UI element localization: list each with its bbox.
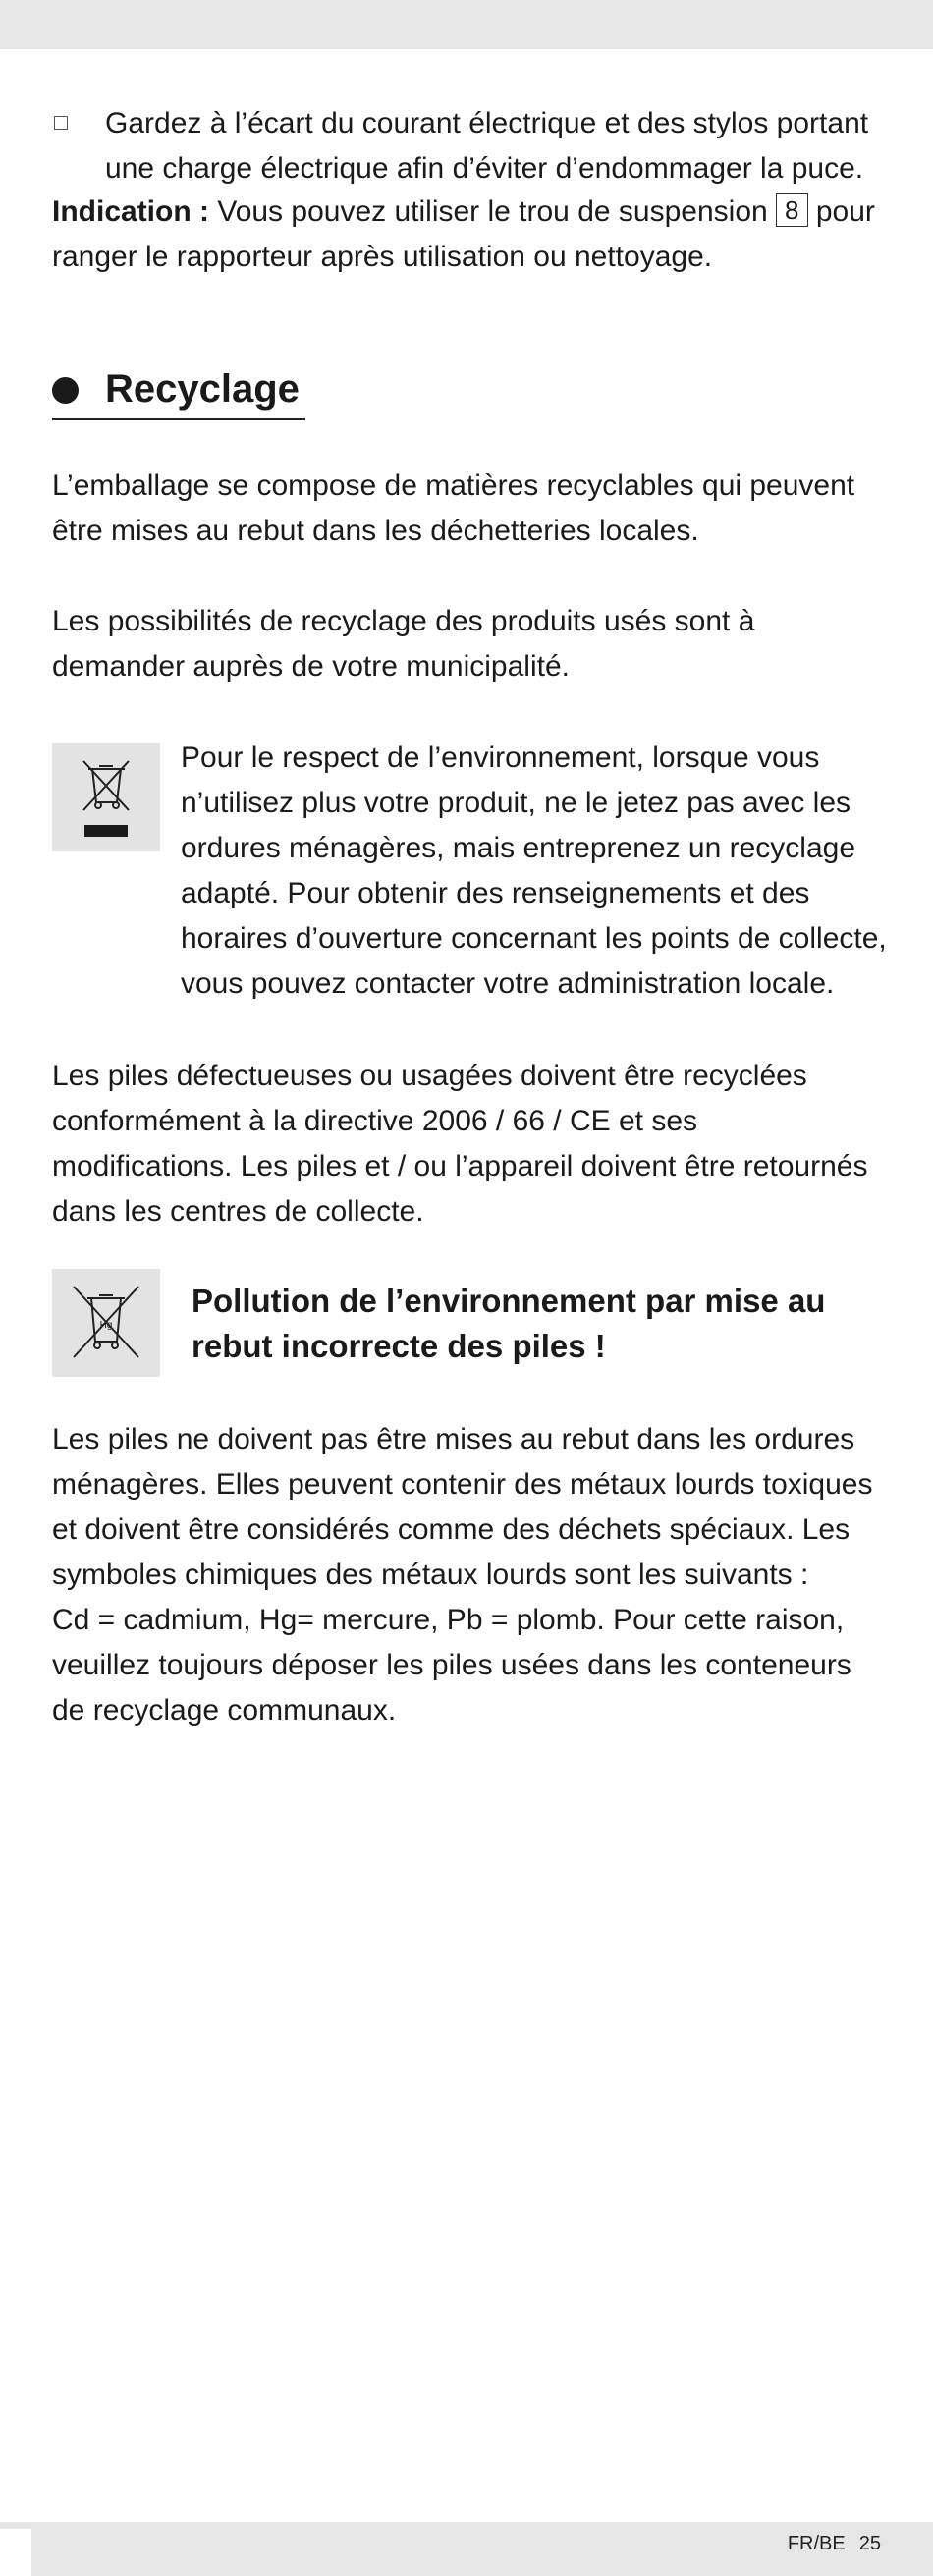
section-title: Recyclage [105,367,300,411]
bottom-corner-block [0,2529,31,2576]
footer-locale: FR/BE [787,2533,846,2554]
paragraph-chemical-symbols: Cd = cadmium, Hg= mercure, Pb = plomb. Pour cette raison, veuillez toujours déposer les piles usées dans les conteneurs de recyclage communaux. [52,1604,851,1726]
filled-circle-bullet-icon [52,377,79,404]
crossed-out-battery-bin-icon [52,1269,160,1377]
checkbox-square-icon [54,116,68,130]
paragraph-heavy-metals: Les piles ne doivent pas être mises au rebut dans les ordures ménagères. Elles peuvent contenir des métaux lourds toxiques et doivent être considérés comme des déchets spéciaux. Les symboles chimiques des métaux lourds sont les suivants : [52,1423,873,1591]
crossed-out-wheelie-bin-icon [52,743,160,851]
svg-text:Hg: Hg [99,1320,113,1331]
paragraph-batteries-directive: Les piles défectueuses ou usagées doivent être recyclées conformément à la directive 2006 / 66 / CE et ses modifications. Les piles et / ou l’appareil doivent être retournés dans les centres de collecte. [52,1060,868,1228]
bullet-item [52,101,882,192]
battery-warning: Pollution de l’environnement par mise au rebut incorrecte des piles ! [192,1283,826,1364]
indication-note [52,190,882,280]
top-bar [0,0,933,49]
paragraph-weee: Pour le respect de l’environnement, lorsque vous n’utilisez plus votre produit, ne le jetez pas avec les ordures ménagères, mais entreprenez un recyclage adapté. Pour obtenir des renseignements et des horaires d’ouverture concernant les points de collecte, vous pouvez contacter votre administration locale. [181,741,887,1000]
paragraph-packaging: L’emballage se compose de matières recyclables qui peuvent être mises au rebut dans les déchetteries locales. [52,469,855,547]
paragraph-municipality: Les possibilités de recyclage des produits usés sont à demander auprès de votre municipalité. [52,605,755,683]
page-footer [788,2526,881,2561]
indication-text-after: pour ranger le rapporteur après utilisation ou nettoyage. [52,195,875,273]
indication-label: Indication : [52,195,209,228]
section-heading [52,363,305,420]
indication-text-before: Vous pouvez utiliser le trou de suspension [209,195,777,228]
page-number: 25 [858,2533,881,2554]
bullet-text: Gardez à l’écart du courant électrique et des stylos portant une charge électrique afin d’éviter d’endommager la puce. [105,107,869,185]
reference-number: 8 [776,193,807,227]
